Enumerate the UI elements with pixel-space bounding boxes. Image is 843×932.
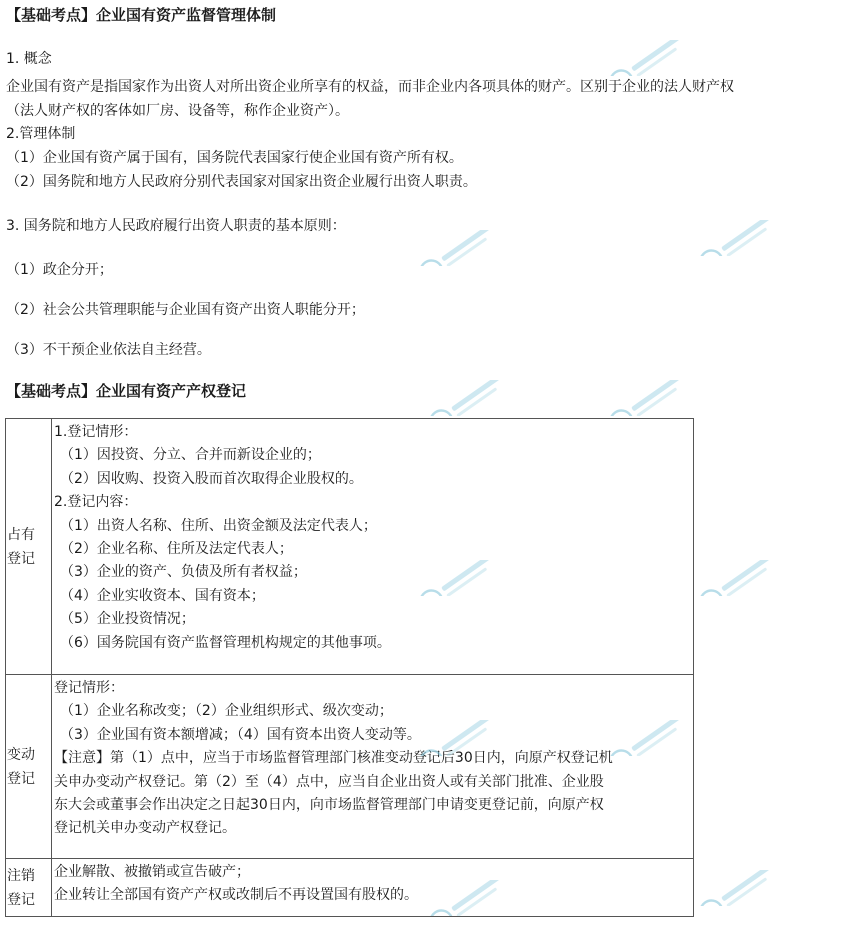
content-line: 登记情形： bbox=[54, 680, 124, 696]
row-content bbox=[52, 419, 694, 675]
system-item: （2）国务院和地方人民政府分别代表国家对国家出资企业履行出资人职责。 bbox=[6, 174, 477, 190]
registration-table bbox=[5, 418, 694, 917]
watermark-logo-icon bbox=[690, 220, 800, 256]
row-label bbox=[6, 419, 52, 675]
content-line: 【注意】第（1）点中，应当于市场监督管理部门核准变动登记后30日内，向原产权登记机 bbox=[54, 750, 613, 767]
principle-item: （3）不干预企业依法自主经营。 bbox=[6, 342, 211, 358]
concept-text-line-1: 企业国有资产是指国家作为出资人对所出资企业所享有的权益，而非企业内各项具体的财产。区别于企业的法人财产权 bbox=[6, 79, 734, 95]
content-line: 登记机关申办变动产权登记。 bbox=[54, 820, 236, 837]
principle-item: （1）政企分开； bbox=[6, 262, 113, 278]
principles-heading: 3. 国务院和地方人民政府履行出资人职责的基本原则： bbox=[6, 218, 346, 234]
content-line: 关申办变动产权登记。第（2）至（4）点中，应当自企业出资人或有关部门批准、企业股 bbox=[54, 773, 604, 790]
row-label-line: 登记 bbox=[7, 891, 35, 908]
content-line: 企业转让全部国有资产产权或改制后不再设置国有股权的。 bbox=[54, 887, 418, 904]
content-line: （1）企业名称改变；（2）企业组织形式、级次变动； bbox=[60, 703, 393, 720]
row-label-line: 登记 bbox=[7, 550, 35, 567]
watermark-logo-icon bbox=[600, 380, 710, 416]
row-label-line: 登记 bbox=[7, 770, 35, 787]
content-line: （1）出资人名称、住所、出资金额及法定代表人； bbox=[60, 517, 377, 534]
table-row-cancellation bbox=[6, 859, 694, 917]
content-line: 企业解散、被撤销或宣告破产； bbox=[54, 864, 250, 880]
watermark-logo-icon bbox=[690, 870, 800, 906]
content-line: （6）国务院国有资产监督管理机构规定的其他事项。 bbox=[60, 634, 391, 651]
row-content bbox=[52, 675, 694, 859]
row-label bbox=[6, 859, 52, 917]
system-item: （1）企业国有资产属于国有，国务院代表国家行使企业国有资产所有权。 bbox=[6, 150, 463, 166]
section-title-registration: 【基础考点】企业国有资产产权登记 bbox=[6, 382, 247, 400]
content-line: （3）企业的资产、负债及所有者权益； bbox=[60, 564, 307, 581]
watermark-logo-icon bbox=[410, 230, 520, 266]
watermark-logo-icon bbox=[600, 40, 710, 76]
content-line: （2）因收购、投资入股而首次取得企业股权的。 bbox=[60, 470, 363, 487]
table-row-possession bbox=[6, 419, 694, 675]
content-line: （3）企业国有资本额增减；（4）国有资本出资人变动等。 bbox=[60, 726, 421, 743]
content-line: 2.登记内容： bbox=[54, 494, 138, 511]
concept-heading: 1. 概念 bbox=[6, 51, 52, 67]
concept-text-line-2: （法人财产权的客体如厂房、设备等，称作企业资产）。 bbox=[6, 103, 349, 119]
row-content bbox=[52, 859, 694, 917]
content-line: （4）企业实收资本、国有资本； bbox=[60, 587, 265, 604]
watermark-logo-icon bbox=[690, 560, 800, 596]
content-line: （2）企业名称、住所及法定代表人； bbox=[60, 541, 293, 558]
watermark-logo-icon bbox=[420, 380, 530, 416]
row-label bbox=[6, 675, 52, 859]
content-line: 东大会或董事会作出决定之日起30日内，向市场监督管理部门申请变更登记前，向原产权 bbox=[54, 797, 604, 814]
row-label-line: 变动 bbox=[7, 746, 35, 763]
system-heading: 2.管理体制 bbox=[6, 126, 76, 142]
content-line: 1.登记情形： bbox=[54, 424, 138, 440]
section-title-supervision: 【基础考点】企业国有资产监督管理体制 bbox=[6, 6, 277, 24]
table-row-change bbox=[6, 675, 694, 859]
content-line: （5）企业投资情况； bbox=[60, 611, 195, 628]
content-line: （1）因投资、分立、合并而新设企业的； bbox=[60, 447, 321, 464]
row-label-line: 注销 bbox=[7, 867, 35, 884]
principle-item: （2）社会公共管理职能与企业国有资产出资人职能分开； bbox=[6, 302, 365, 318]
row-label-line: 占有 bbox=[7, 526, 35, 543]
